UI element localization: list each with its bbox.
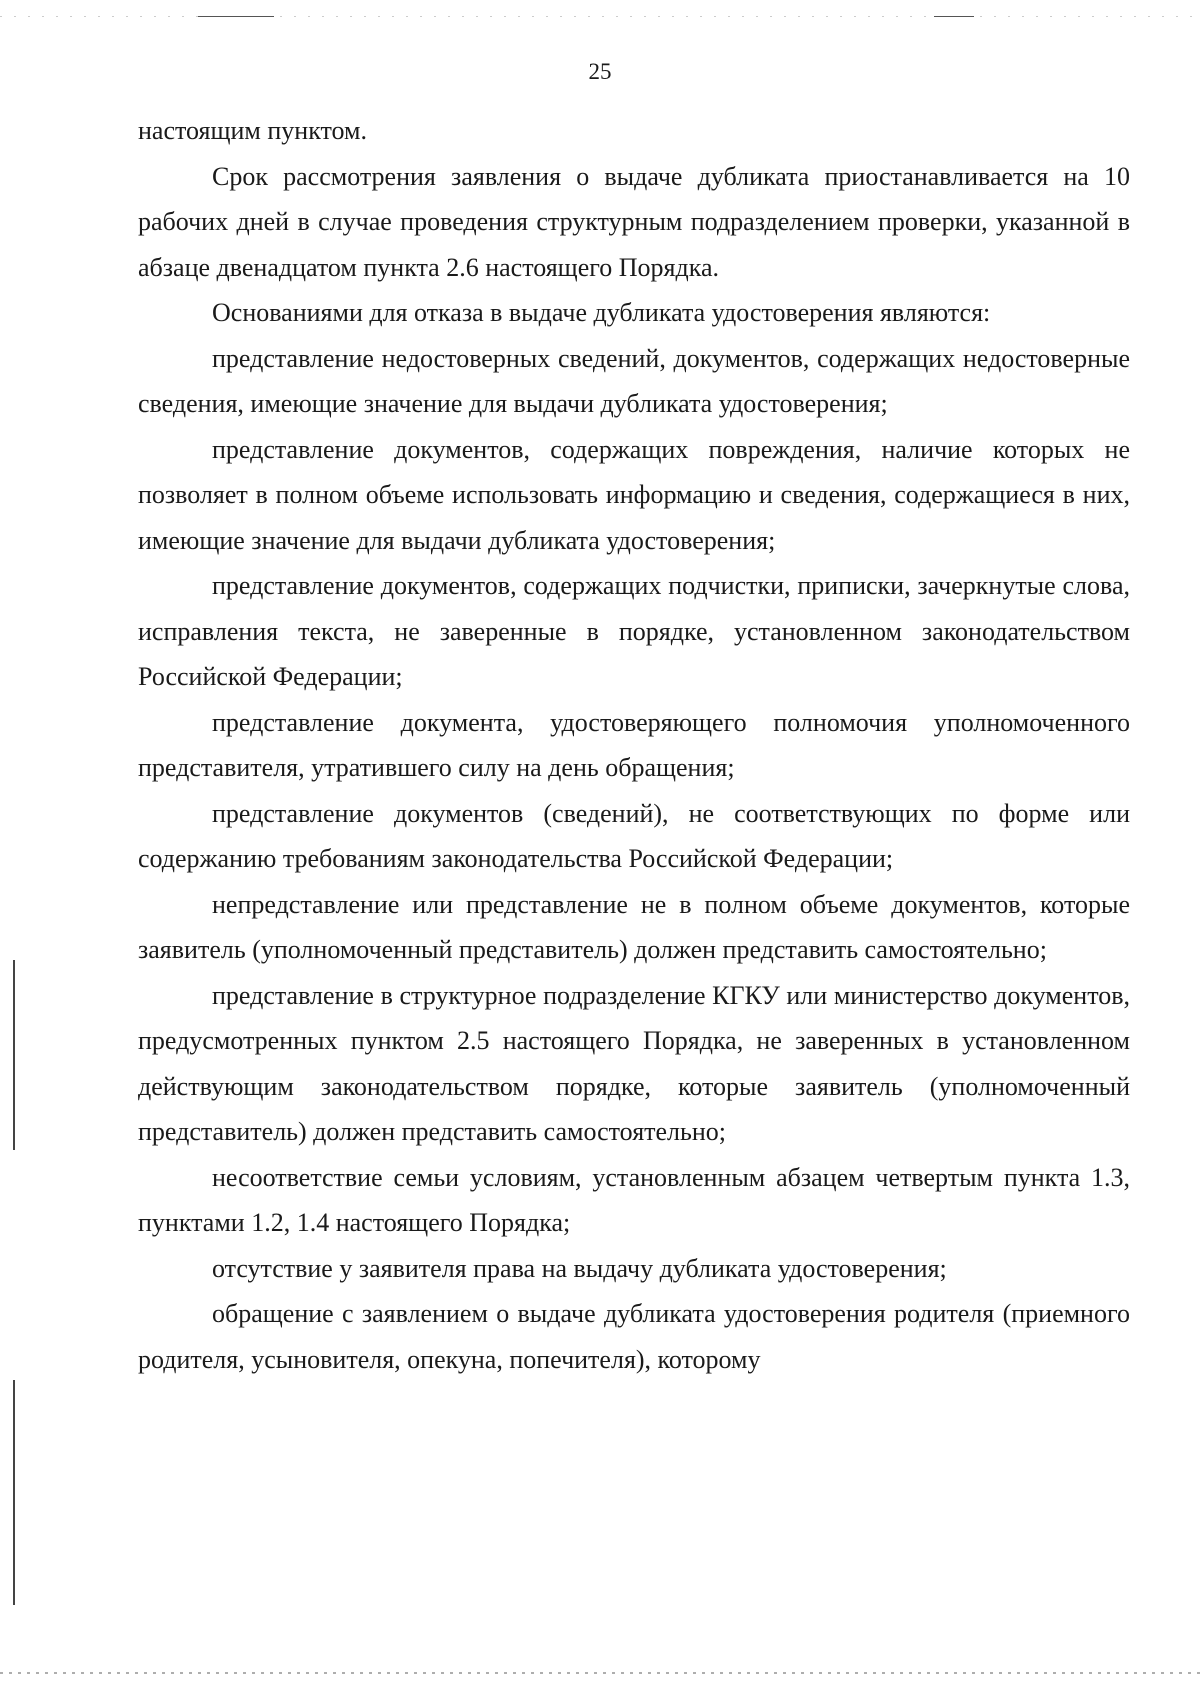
scan-artifact-left-edge-2 (13, 1380, 15, 1605)
scan-artifact-bottom-dots (0, 1672, 1200, 1674)
paragraph: представление недостоверных сведений, документов, содержащих недостоверные сведения, имеющие значение для выдачи дубликата удостоверения; (138, 343, 1130, 418)
document-body (138, 108, 1130, 1382)
paragraph: настоящим пунктом. (138, 116, 367, 145)
paragraph: Срок рассмотрения заявления о выдаче дубликата приостанавливается на 10 рабочих дней в случае проведения структурным подразделением проверки, указанной в абзаце двенадцатом пункта 2.6 настоящего Порядка. (138, 161, 1130, 282)
paragraph: представление документов, содержащих подчистки, приписки, зачеркнутые слова, исправления текста, не заверенные в порядке, установленном законодательством Российской Федерации; (138, 571, 1130, 691)
scan-artifact-top-line-right (934, 16, 974, 17)
paragraph: представление в структурное подразделение КГКУ или министерство документов, предусмотренных пунктом 2.5 настоящего Порядка, не заверенных в установленном действующим законодательством порядке, которые заявитель (уполномоченный представитель) должен представить самостоятельно; (138, 980, 1130, 1146)
paragraph: Основаниями для отказа в выдаче дубликата удостоверения являются: (212, 298, 991, 327)
paragraph: непредставление или представление не в полном объеме документов, которые заявитель (уполномоченный представитель) должен представить самостоятельно; (138, 889, 1130, 964)
scan-artifact-top-dots (0, 16, 1200, 17)
paragraph: отсутствие у заявителя права на выдачу дубликата удостоверения; (212, 1253, 947, 1283)
paragraph: обращение с заявлением о выдаче дубликата удостоверения родителя (приемного родителя, усыновителя, опекуна, попечителя), которому (138, 1299, 1130, 1374)
paragraph: несоответствие семьи условиям, установленным абзацем четвертым пункта 1.3, пунктами 1.2, 1.4 настоящего Порядка; (138, 1162, 1130, 1237)
paragraph: представление документа, удостоверяющего полномочия уполномоченного представителя, утратившего силу на день обращения; (138, 707, 1130, 782)
scan-artifact-left-edge-1 (13, 960, 15, 1150)
paragraph: представление документов (сведений), не соответствующих по форме или содержанию требованиям законодательства Российской Федерации; (138, 798, 1130, 873)
scan-artifact-top-line-left (198, 16, 274, 17)
paragraph: представление документов, содержащих повреждения, наличие которых не позволяет в полном объеме использовать информацию и сведения, содержащиеся в них, имеющие значение для выдачи дубликата удостоверения; (138, 434, 1130, 555)
page-number: 25 (588, 59, 612, 84)
